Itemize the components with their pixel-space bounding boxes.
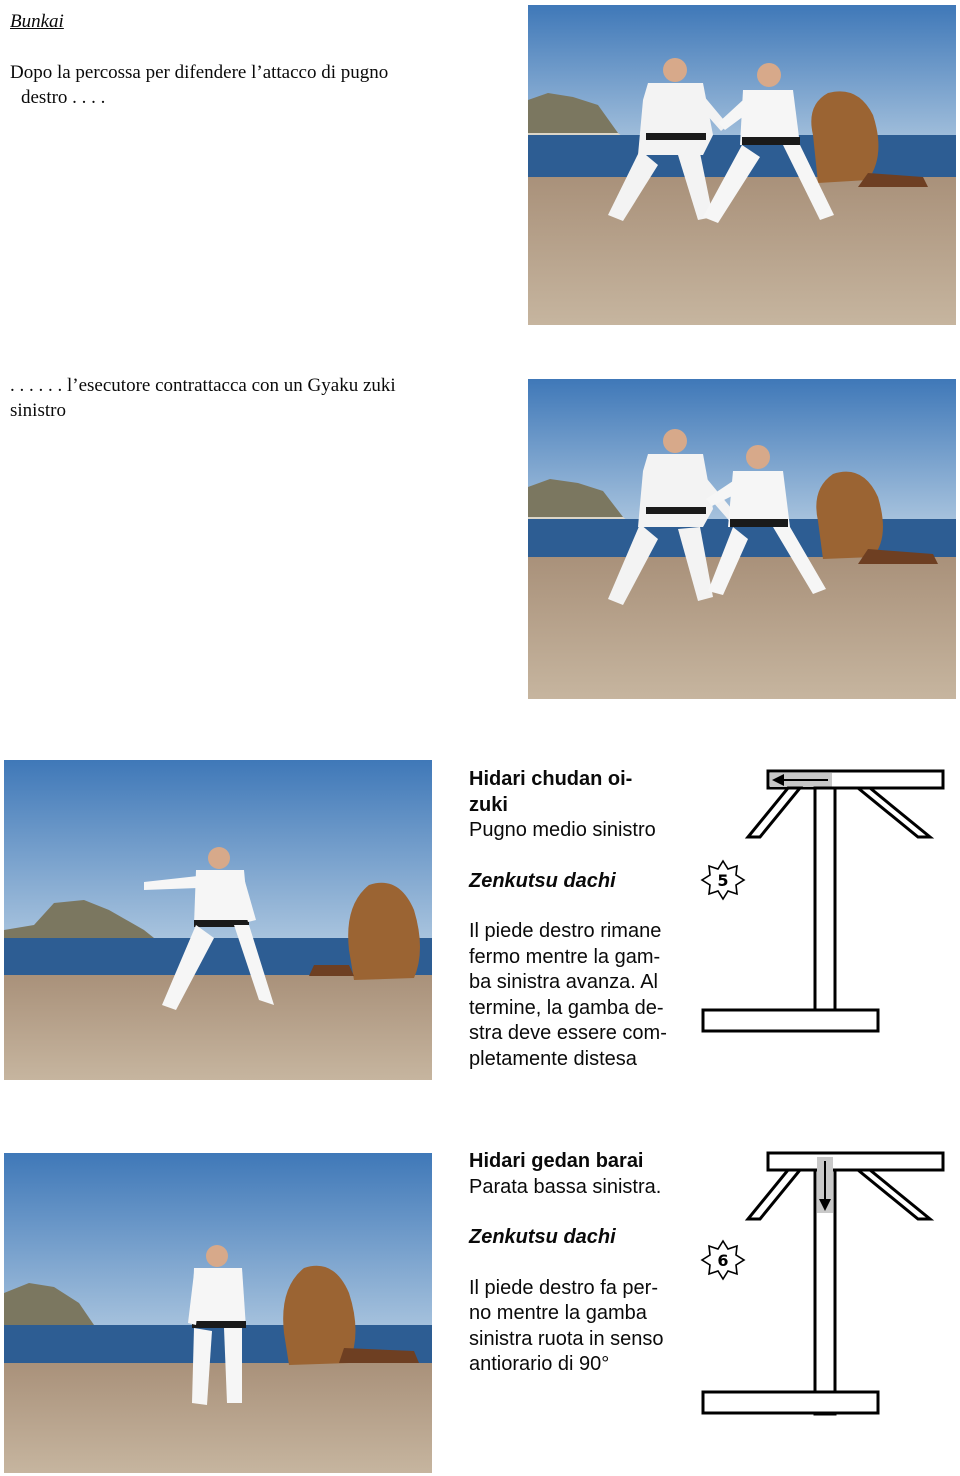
embusen-diagram-6 [700,1147,956,1422]
move5-translation: Pugno medio sinistro [469,819,656,841]
move5-technique: Hidari chudan oi- zuki [469,768,633,816]
step-badge-6 [702,1241,744,1279]
intro-line-1: Dopo la percossa per difendere l’attacco di pugno [10,62,389,83]
move6-text [469,1149,694,1378]
embusen-diagram-5 [700,765,956,1040]
move5-stance: Zenkutsu dachi [469,869,616,892]
photo-gedan-barai [4,1153,432,1473]
photo-bunkai-block [528,5,956,325]
move5-description: Il piede destro rimane fermo mentre la gam- ba sinistra avanza. Al termine, la gamba de- stra deve essere com- pletamente distesa [469,920,667,1070]
step-badge-5 [702,861,744,899]
step-number-5: 5 [717,871,729,890]
section-title: Bunkai [10,11,64,32]
move6-translation: Parata bassa sinistra. [469,1175,662,1198]
counter-line-2: sinistro [10,400,66,421]
intro-line-2: destro . . . . [21,87,106,108]
move6-technique: Hidari gedan barai [469,1150,644,1172]
move6-stance: Zenkutsu dachi [469,1226,616,1248]
photo-oi-zuki [4,760,432,1080]
move5-text [469,767,694,1072]
step-number-6: 6 [717,1251,729,1270]
intro-caption [10,60,480,110]
photo-gyaku-zuki [528,379,956,699]
counter-caption [10,373,510,423]
counter-line-1: . . . . . . l’esecutore contrattacca con un Gyaku zuki [10,375,396,396]
move6-description: Il piede destro fa per- no mentre la gamba sinistra ruota in senso antiorario di 90° [469,1276,664,1375]
